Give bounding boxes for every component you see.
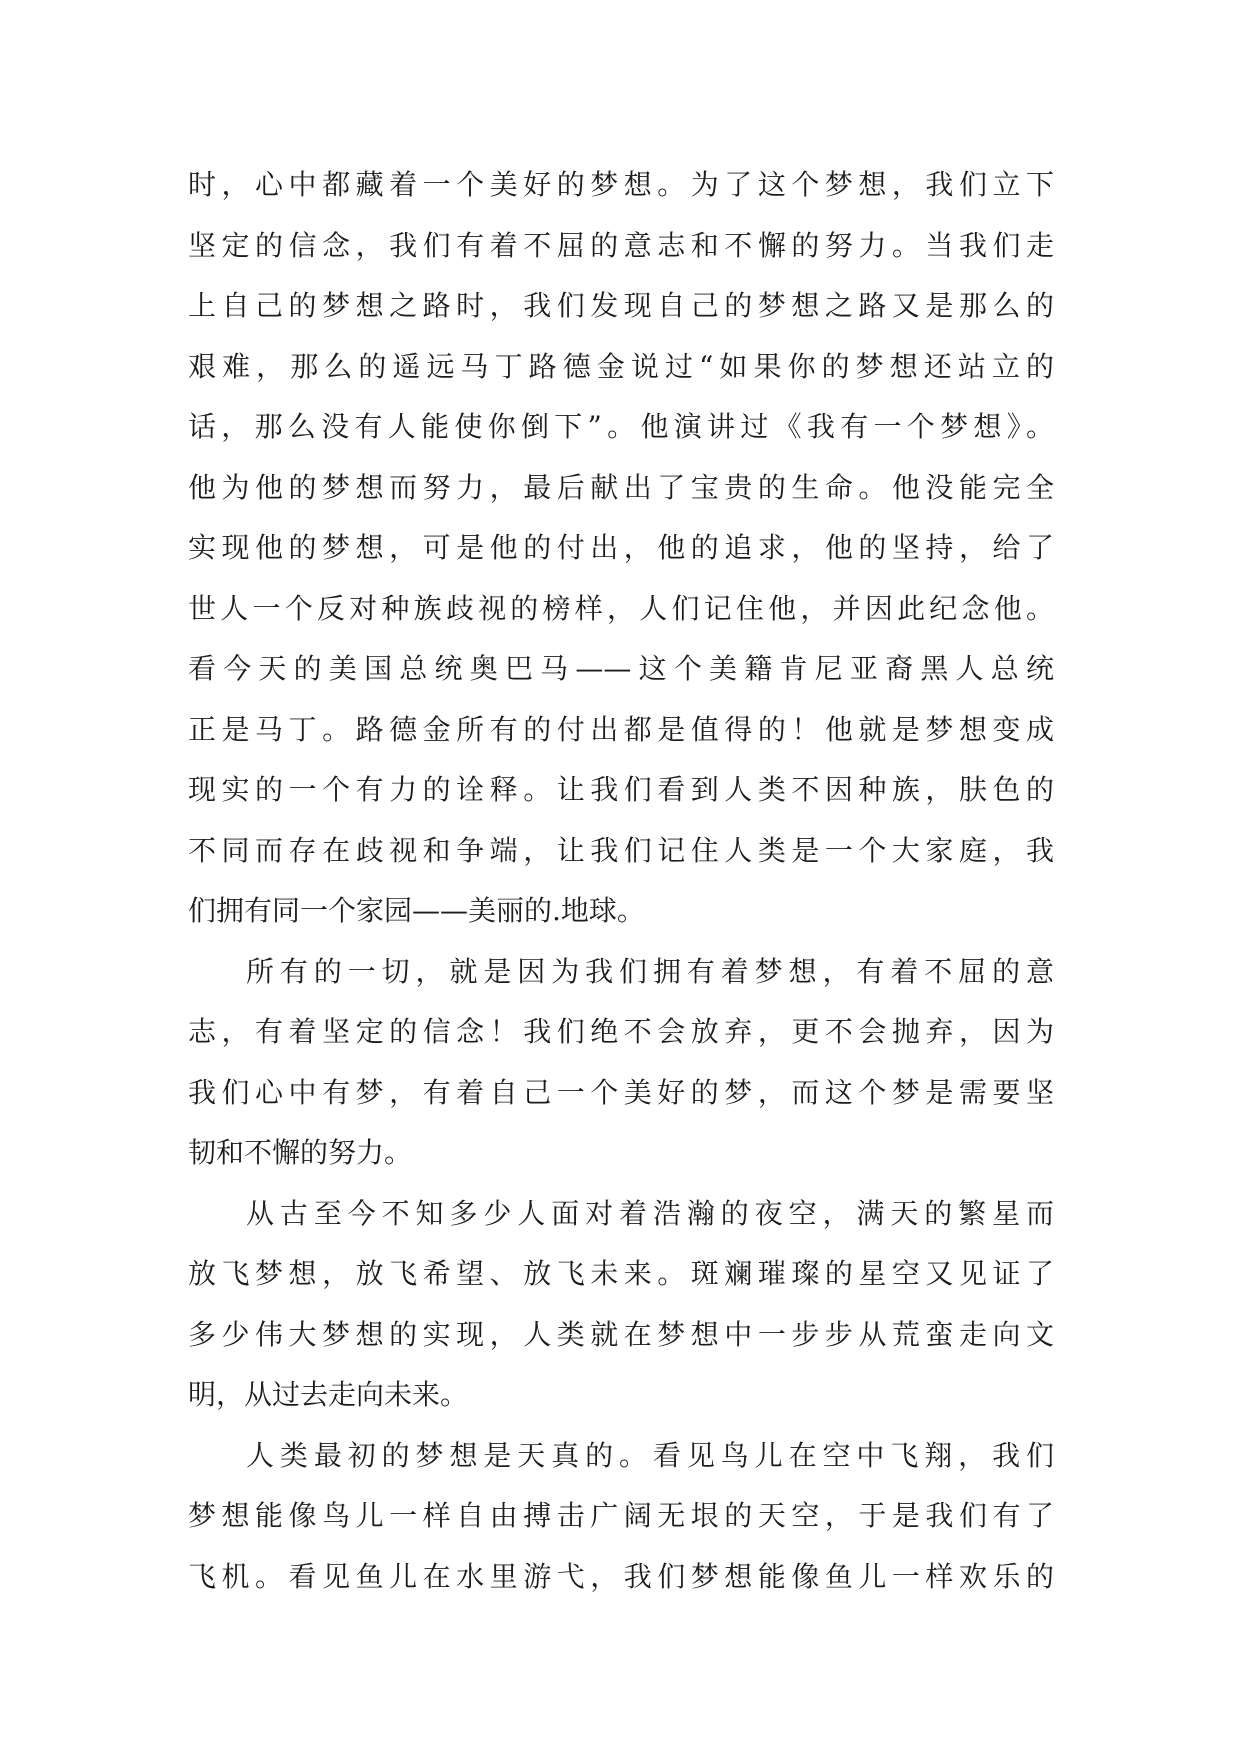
paragraph <box>188 1426 1068 1608</box>
text-line: 不同而存在歧视和争端，让我们记住人类是一个大家庭，我 <box>188 833 1054 867</box>
text-line: 他为他的梦想而努力，最后献出了宝贵的生命。他没能完全 <box>188 470 1054 504</box>
paragraph <box>188 942 1068 1184</box>
text-line: 时，心中都藏着一个美好的梦想。为了这个梦想，我们立下 <box>188 168 1054 201</box>
text-line: 飞机。看见鱼儿在水里游弋，我们梦想能像鱼儿一样欢乐的 <box>188 1559 1054 1593</box>
text-line: 实现他的梦想，可是他的付出，他的追求，他的坚持，给了 <box>188 531 1054 564</box>
text-line: 我们心中有梦，有着自己一个美好的梦，而这个梦是需要坚 <box>188 1075 1054 1109</box>
text-line: 坚定的信念，我们有着不屈的意志和不懈的努力。当我们走 <box>188 228 1054 262</box>
text-line: 正是马丁。路德金所有的付出都是值得的！他就是梦想变成 <box>188 712 1054 746</box>
text-line: 从古至今不知多少人面对着浩瀚的夜空，满天的繁星而 <box>246 1196 1054 1230</box>
text-line: 志，有着坚定的信念！我们绝不会放弃，更不会抛弃，因为 <box>188 1015 1054 1048</box>
text-line: 们拥有同一个家园——美丽的.地球。 <box>188 894 645 927</box>
text-line: 梦想能像鸟儿一样自由搏击广阔无垠的天空，于是我们有了 <box>188 1499 1054 1532</box>
text-line: 看今天的美国总统奥巴马——这个美籍肯尼亚裔黑人总统 <box>188 652 1054 685</box>
text-line: 上自己的梦想之路时，我们发现自己的梦想之路又是那么的 <box>188 289 1054 322</box>
text-line: 所有的一切，就是因为我们拥有着梦想，有着不屈的意 <box>246 954 1054 988</box>
paragraph <box>188 1184 1068 1426</box>
document-body <box>188 155 1068 1607</box>
text-line: 人类最初的梦想是天真的。看见鸟儿在空中飞翔，我们 <box>246 1438 1054 1472</box>
text-line: 韧和不懈的努力。 <box>188 1136 413 1169</box>
text-line: 艰难，那么的遥远马丁路德金说过“如果你的梦想还站立的 <box>188 349 1054 383</box>
text-line: 话，那么没有人能使你倒下”。他演讲过《我有一个梦想》。 <box>188 410 1054 443</box>
text-line: 明，从过去走向未来。 <box>188 1378 469 1411</box>
text-line: 世人一个反对种族歧视的榜样，人们记住他，并因此纪念他。 <box>188 591 1054 625</box>
text-line: 现实的一个有力的诠释。让我们看到人类不因种族，肤色的 <box>188 773 1054 806</box>
text-line: 放飞梦想，放飞希望、放飞未来。斑斓璀璨的星空又见证了 <box>188 1257 1054 1290</box>
paragraph <box>188 155 1068 942</box>
text-line: 多少伟大梦想的实现，人类就在梦想中一步步从荒蛮走向文 <box>188 1317 1054 1351</box>
